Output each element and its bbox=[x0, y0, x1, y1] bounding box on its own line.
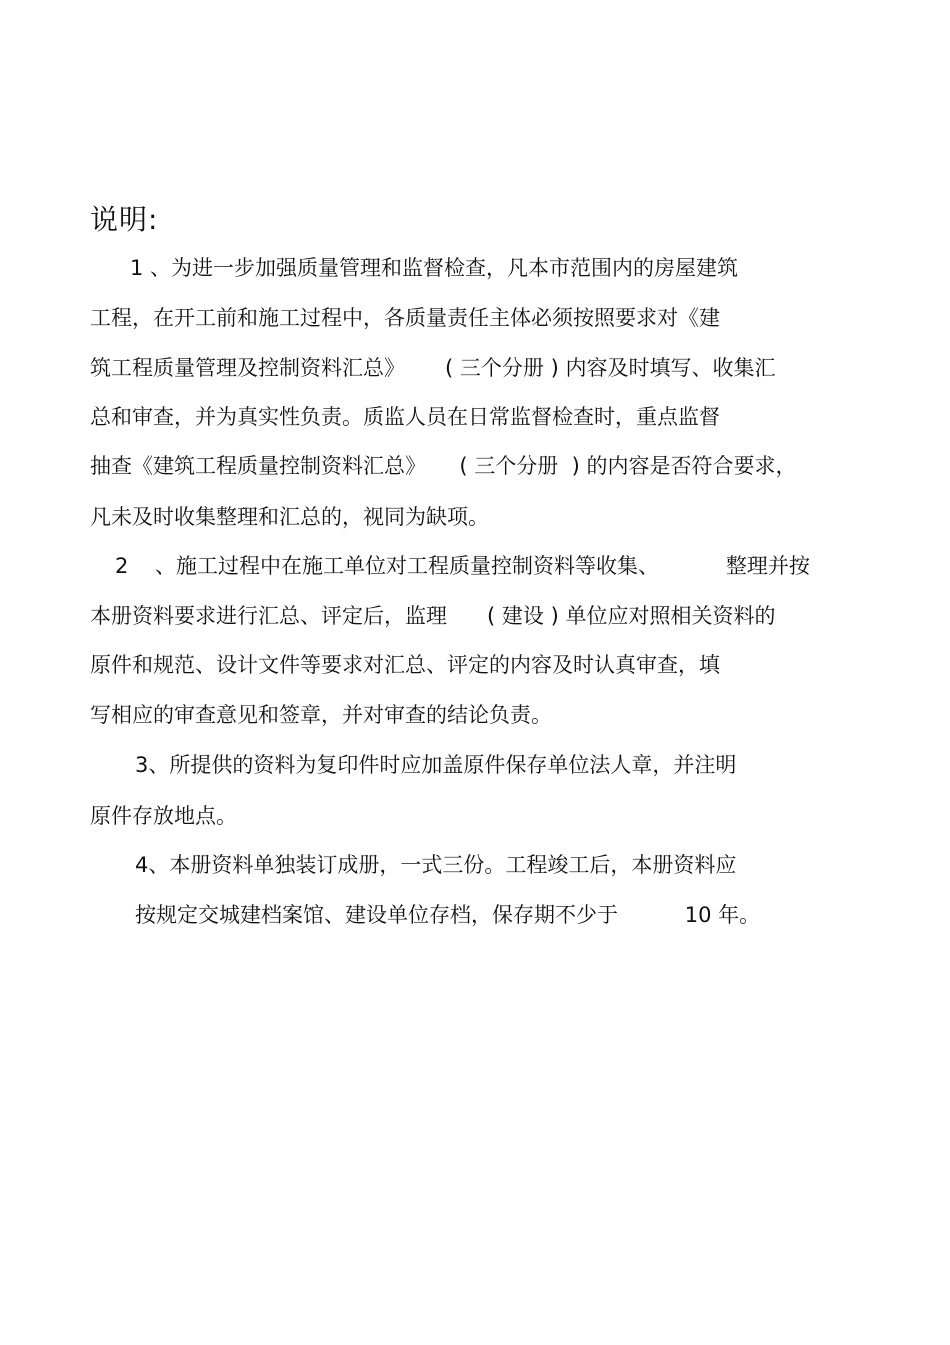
body-line-11: 3、所提供的资料为复印件时应加盖原件保存单位法人章，并注明 bbox=[135, 753, 737, 777]
body-line-8: 本册资料要求进行汇总、评定后，监理 ( 建设 ) 单位应对照相关资料的 bbox=[90, 604, 776, 628]
body-line-6: 凡未及时收集整理和汇总的，视同为缺项。 bbox=[90, 505, 489, 529]
body-line-2: 工程，在开工前和施工过程中，各质量责任主体必须按照要求对《建 bbox=[90, 306, 720, 330]
body-line-3: 筑工程质量管理及控制资料汇总》 ( 三个分册 ) 内容及时填写、收集汇 bbox=[90, 356, 776, 380]
document-heading: 说明: bbox=[90, 203, 159, 236]
body-line-7: 2 、施工过程中在施工单位对工程质量控制资料等收集、 整理并按 bbox=[115, 554, 810, 578]
body-line-13: 4、本册资料单独装订成册，一式三份。工程竣工后，本册资料应 bbox=[135, 853, 737, 877]
body-line-12: 原件存放地点。 bbox=[90, 804, 237, 828]
body-line-1: 1 、为进一步加强质量管理和监督检查，凡本市范围内的房屋建筑 bbox=[130, 256, 739, 280]
body-line-5: 抽查《建筑工程质量控制资料汇总》 ( 三个分册 ) 的内容是否符合要求， bbox=[90, 454, 797, 478]
body-line-10: 写相应的审查意见和签章，并对审查的结论负责。 bbox=[90, 703, 552, 727]
body-line-9: 原件和规范、设计文件等要求对汇总、评定的内容及时认真审查，填 bbox=[90, 653, 720, 677]
body-line-14: 按规定交城建档案馆、建设单位存档，保存期不少于 10 年。 bbox=[135, 903, 761, 927]
body-line-4: 总和审查，并为真实性负责。质监人员在日常监督检查时，重点监督 bbox=[90, 405, 720, 429]
